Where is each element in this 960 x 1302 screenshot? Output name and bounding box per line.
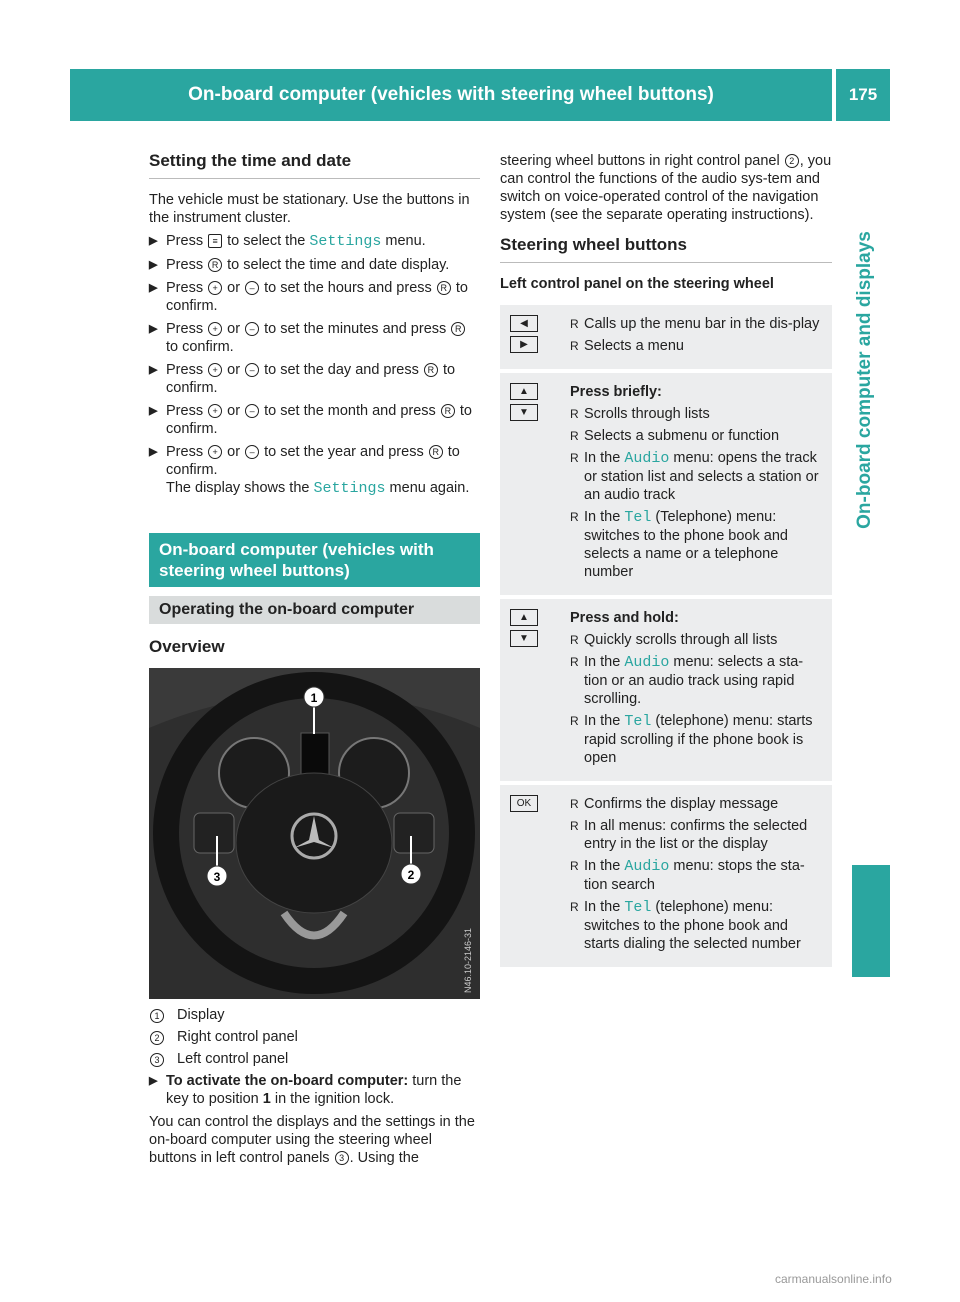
right-arrow-button-icon: R [424, 363, 438, 377]
watermark: carmanualsonline.info [775, 1272, 892, 1286]
left-arrow-button-icon: ◀ [510, 315, 538, 332]
step-3: ▶ Press + or – to set the hours and press R to confirm. [149, 280, 468, 314]
right-arrow-button-icon: R [437, 281, 451, 295]
menu-button-icon: ≡ [208, 234, 222, 248]
legend-item: 1 Display [149, 1006, 480, 1024]
activate-step: ▶ To activate the on-board computer: turn the key to position 1 in the ignition lock. [149, 1073, 462, 1107]
up-arrow-button-icon: ▲ [510, 609, 538, 626]
svg-text:1: 1 [310, 691, 318, 705]
right-column [500, 152, 832, 967]
plus-icon: + [208, 404, 222, 418]
minus-icon: – [245, 281, 259, 295]
photo-code: N46.10-2146-31 [463, 927, 473, 993]
left-column-lower [149, 1006, 480, 1172]
control-paragraph: You can control the displays and the settings in the on-board computer using the steering wheel buttons in left control panels 3 . Using the [149, 1114, 475, 1166]
table-row: ◀ ▶ R Calls up the menu bar in the dis-play R Selects a menu [500, 305, 832, 371]
down-arrow-button-icon: ▼ [510, 630, 538, 647]
ok-button-icon: OK [510, 795, 538, 812]
side-block [852, 865, 890, 977]
continued-paragraph: steering wheel buttons in right control panel 2 , you can control the functions of the audio sys-tem and switch on voice-operated control of the navigation system (see the separate operating instructions). [500, 153, 832, 223]
legend-item: 2 Right control panel [149, 1028, 480, 1046]
step-1: ▶ Press ≡ to select the Settings menu. [149, 233, 426, 250]
subsection-banner: Operating the on-board computer [149, 596, 480, 624]
svg-text:2: 2 [407, 868, 415, 882]
svg-text:3: 3 [213, 870, 221, 884]
heading-overview: Overview [149, 637, 225, 656]
legend-item: 3 Left control panel [149, 1050, 480, 1068]
steering-wheel-photo [149, 668, 480, 999]
minus-icon: – [245, 363, 259, 377]
table-row: ▲ ▼ Press briefly: R Scrolls through lists R Selects a submenu or function R In the Audio menu: opens the track or station list and selects a station or an audio track R In the Tel (Telephone) menu: switches to the phone book and selects a name or a telephone number [500, 371, 832, 597]
plus-icon: + [208, 281, 222, 295]
minus-icon: – [245, 404, 259, 418]
intro-paragraph: The vehicle must be stationary. Use the buttons in the instrument cluster. [149, 192, 470, 226]
up-arrow-button-icon: ▲ [510, 383, 538, 400]
step-5: ▶ Press + or – to set the day and press R to confirm. [149, 362, 456, 396]
side-tab [845, 140, 885, 620]
button-table [500, 305, 832, 967]
right-arrow-button-icon: R [208, 258, 222, 272]
minus-icon: – [245, 322, 259, 336]
plus-icon: + [208, 363, 222, 377]
section-banner: On-board computer (vehicles with steering wheel buttons) [149, 533, 480, 587]
step-7: ▶ Press + or – to set the year and press R to confirm. The display shows the Settings menu again. [149, 444, 470, 497]
right-arrow-button-icon: R [429, 445, 443, 459]
right-arrow-button-icon: R [441, 404, 455, 418]
minus-icon: – [245, 445, 259, 459]
table-row: OK R Confirms the display message R In all menus: confirms the selected entry in the list or the display R In the Audio menu: stops the sta-tion search R In the Tel (telephone) menu: switches to the phone book and starts dialing the selected number [500, 783, 832, 967]
left-column [149, 152, 480, 656]
step-2: ▶ Press R to select the time and date display. [149, 257, 450, 273]
plus-icon: + [208, 445, 222, 459]
right-arrow-button-icon: ▶ [510, 336, 538, 353]
steering-wheel-illustration [149, 668, 480, 999]
heading-time-date: Setting the time and date [149, 152, 480, 179]
page-number: 175 [836, 69, 890, 121]
table-row: ▲ ▼ Press and hold: R Quickly scrolls through all lists R In the Audio menu: selects a sta-tion or an audio track using rapid scrolling. R In the Tel (telephone) menu: starts rapid scrolling if the phone book is open [500, 597, 832, 783]
heading-left-panel: Left control panel on the steering wheel [500, 276, 774, 292]
side-tab-label: On-board computer and displays [854, 231, 875, 529]
page-header-title: On-board computer (vehicles with steering wheel buttons) [188, 84, 714, 105]
heading-steering-buttons: Steering wheel buttons [500, 236, 832, 263]
step-4: ▶ Press + or – to set the minutes and press R to confirm. [149, 320, 480, 356]
down-arrow-button-icon: ▼ [510, 404, 538, 421]
step-6: ▶ Press + or – to set the month and press R to confirm. [149, 403, 472, 437]
plus-icon: + [208, 322, 222, 336]
right-arrow-button-icon: R [451, 322, 465, 336]
